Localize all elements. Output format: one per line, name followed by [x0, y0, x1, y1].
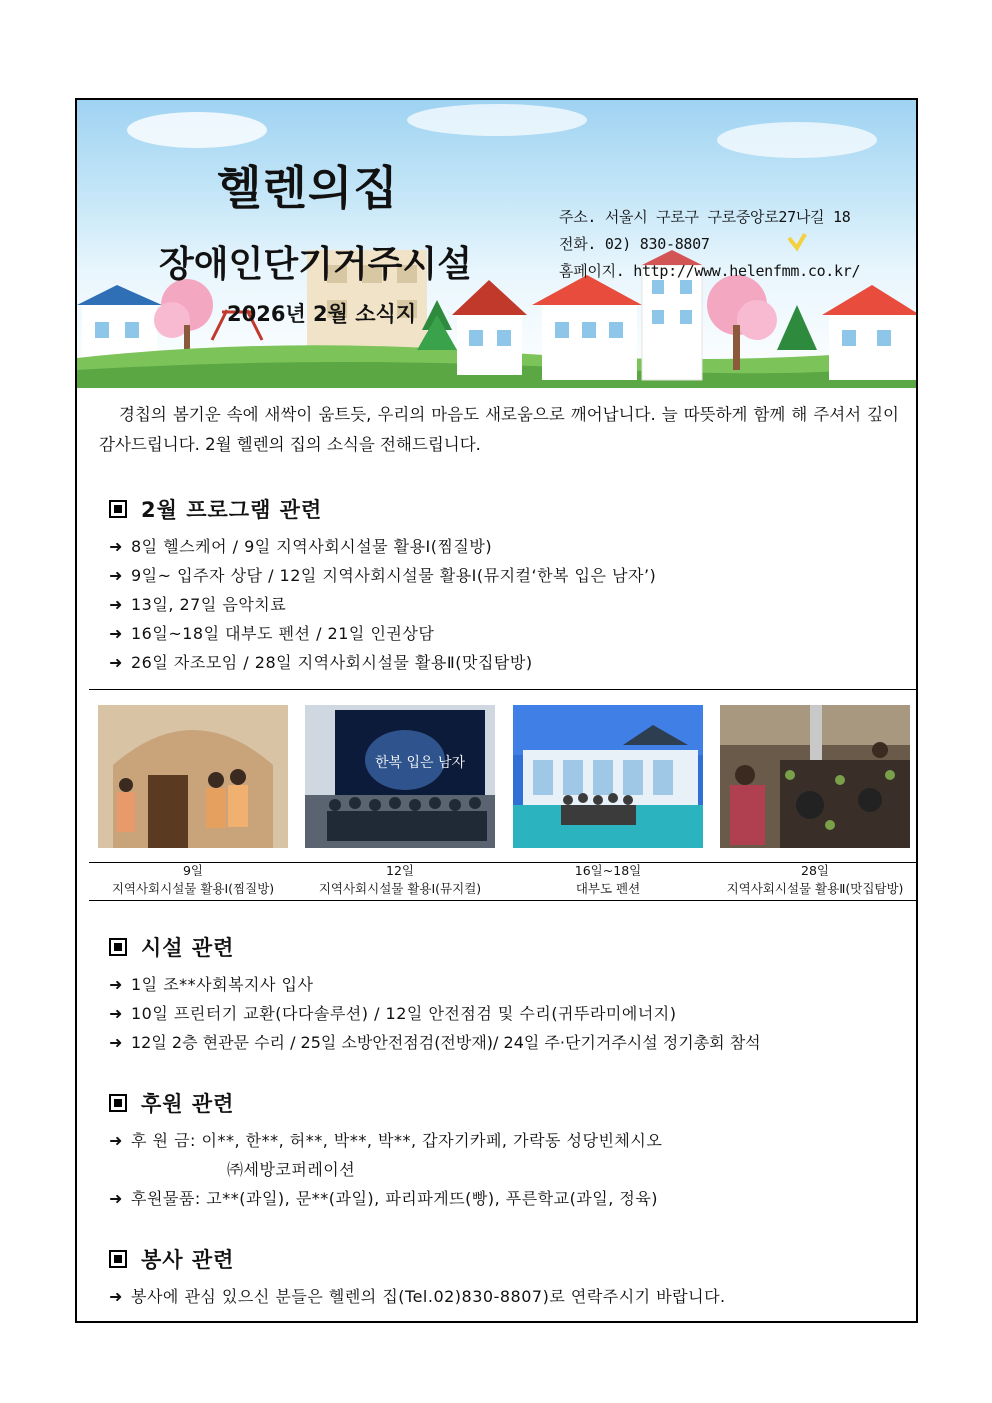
photo-caption-text: 대부도 펜션	[575, 881, 641, 896]
square-bullet-icon	[109, 1250, 127, 1268]
photo-caption	[710, 862, 918, 898]
facility-item	[109, 1030, 761, 1053]
square-bullet-icon	[109, 1094, 127, 1112]
photo-caption	[503, 862, 713, 898]
photo-caption	[295, 862, 505, 898]
photo-caption-date: 16일~18일	[574, 863, 642, 878]
section-donation-heading	[109, 1088, 234, 1118]
photo-caption	[88, 862, 298, 898]
address-text: 주소. 서울시 구로구 구로중앙로27나길 18	[559, 208, 851, 226]
donation-item-text: 후 원 금: 이**, 한**, 허**, 박**, 박**, 갑자기카페, 가락동 성당빈체시오	[131, 1131, 663, 1150]
program-item	[109, 621, 434, 644]
section-volunteer-title: 봉사 관련	[141, 1248, 235, 1272]
issue-label: 2026년 2월 소식지	[227, 302, 417, 326]
homepage-link[interactable]: 홈페이지. http://www.helenfmm.co.kr/	[559, 262, 861, 280]
arrow-icon: ➜	[109, 1033, 123, 1052]
photo-musical	[305, 705, 495, 848]
intro-paragraph: 경칩의 봄기운 속에 새싹이 움트듯, 우리의 마음도 새로움으로 깨어납니다. 늘 따뜻하게 함께 해 주셔서 깊이 감사드립니다. 2월 헬렌의 집의 소식을 전해드립니다.	[99, 405, 899, 454]
program-item-text: 8일 헬스케어 / 9일 지역사회시설물 활용Ⅰ(찜질방)	[131, 537, 493, 556]
program-item-text: 16일~18일 대부도 펜션 / 21일 인권상담	[131, 624, 435, 643]
arrow-icon: ➜	[109, 624, 123, 643]
donation-item-continuation: ㈜세방코퍼레이션	[227, 1160, 356, 1179]
arrow-icon: ➜	[109, 1004, 123, 1023]
newsletter-frame	[75, 98, 918, 1323]
facility-item-text: 12일 2층 현관문 수리 / 25일 소방안전점검(전방재)/ 24일 주·단기거주시설 정기총회 참석	[131, 1033, 761, 1052]
volunteer-item	[109, 1284, 726, 1307]
section-program-heading	[109, 494, 322, 524]
program-item-text: 26일 자조모임 / 28일 지역사회시설물 활용Ⅱ(맛집탐방)	[131, 653, 533, 672]
facility-item	[109, 1001, 677, 1024]
facility-item-text: 10일 프린터기 교환(다다솔루션) / 12일 안전점검 및 수리(귀뚜라미에너지)	[131, 1004, 677, 1023]
musical-sign-text: 한복 입은 남자	[375, 755, 466, 771]
arrow-icon: ➜	[109, 537, 123, 556]
photo-restaurant	[720, 705, 910, 848]
program-item-text: 13일, 27일 음악치료	[131, 595, 287, 614]
arrow-icon: ➜	[109, 595, 123, 614]
photo-pension	[513, 705, 703, 848]
facility-item	[109, 972, 313, 995]
photo-caption-date: 9일	[182, 863, 204, 878]
facility-item-text: 1일 조**사회복지사 입사	[131, 975, 314, 994]
page-title: 헬렌의집	[217, 161, 399, 215]
section-volunteer-heading	[109, 1244, 234, 1274]
photo-caption-date: 12일	[386, 863, 414, 878]
square-bullet-icon	[109, 500, 127, 518]
program-item	[109, 592, 286, 615]
section-facility-heading	[109, 932, 234, 962]
divider	[89, 900, 918, 901]
divider	[89, 689, 918, 690]
donation-item	[109, 1186, 658, 1209]
phone-text: 전화. 02) 830-8807	[559, 235, 710, 253]
section-program-title: 2월 프로그램 관련	[141, 498, 323, 522]
arrow-icon: ➜	[109, 1287, 123, 1306]
photo-caption-text: 지역사회시설물 활용Ⅰ(뮤지컬)	[318, 881, 482, 896]
program-item-text: 9일~ 입주자 상담 / 12일 지역사회시설물 활용Ⅰ(뮤지컬‘한복 입은 남자’)	[131, 566, 657, 585]
donation-item	[109, 1128, 662, 1151]
section-facility-title: 시설 관련	[141, 936, 235, 960]
photo-sauna	[98, 705, 288, 848]
photo-caption-text: 지역사회시설물 활용Ⅱ(맛집탐방)	[726, 881, 904, 896]
photo-caption-text: 지역사회시설물 활용Ⅰ(찜질방)	[111, 881, 275, 896]
header-banner	[77, 100, 918, 388]
square-bullet-icon	[109, 938, 127, 956]
photo-caption-date: 28일	[801, 863, 829, 878]
program-item	[109, 563, 656, 586]
section-donation-title: 후원 관련	[141, 1092, 235, 1116]
donation-item-text: 후원물품: 고**(과일), 문**(과일), 파리파게뜨(빵), 푸른학교(과일, 정육)	[131, 1189, 659, 1208]
arrow-icon: ➜	[109, 975, 123, 994]
program-item	[109, 534, 492, 557]
arrow-icon: ➜	[109, 566, 123, 585]
page-subtitle: 장애인단기거주시설	[159, 244, 472, 285]
volunteer-item-text: 봉사에 관심 있으신 분들은 헬렌의 집(Tel.02)830-8807)로 연락주시기 바랍니다.	[131, 1287, 726, 1306]
program-item	[109, 650, 533, 673]
arrow-icon: ➜	[109, 1189, 123, 1208]
arrow-icon: ➜	[109, 1131, 123, 1150]
arrow-icon: ➜	[109, 653, 123, 672]
